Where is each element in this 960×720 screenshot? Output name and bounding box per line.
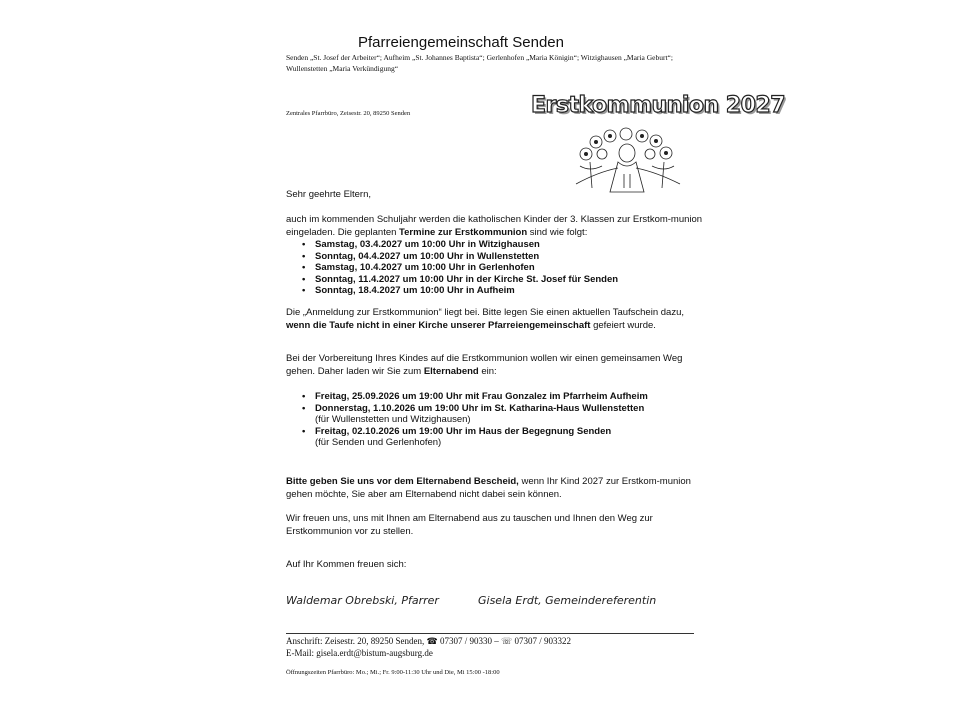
- date-item: • Samstag, 10.4.2027 um 10:00 Uhr in Gerlenhofen: [302, 262, 618, 274]
- communion-dates-list: [302, 239, 618, 297]
- notice-text-rest: wenn Ihr Kind 2027 zur Erstkom-munion gehen möchte, Sie aber am Elternabend nicht dabei sein können.: [286, 476, 691, 500]
- footer-divider: [286, 633, 694, 634]
- preparation-text-a: Bei der Vorbereitung Ihres Kindes auf die Erstkommunion wollen wir einen gemeinsamen Weg gehen. Daher laden wir Sie zum: [286, 353, 683, 377]
- footer-email: E-Mail: gisela.erdt@bistum-augsburg.de: [286, 648, 433, 658]
- organization-title: Pfarreiengemeinschaft Senden: [358, 34, 564, 51]
- greeting-line: Auf Ihr Kommen freuen sich:: [286, 559, 407, 570]
- intro-text-bold: Termine zur Erstkommunion: [399, 227, 528, 238]
- parent-evenings-list: [302, 391, 648, 449]
- registration-text-b: gefeiert wurde.: [590, 320, 656, 331]
- notice-paragraph: [286, 475, 706, 501]
- evening-item: [302, 403, 648, 426]
- salutation: Sehr geehrte Eltern,: [286, 189, 372, 200]
- closing-paragraph: Wir freuen uns, uns mit Ihnen am Elternabend aus zu tauschen und Ihnen den Weg zur Erstkommunion vor zu stellen.: [286, 513, 653, 537]
- signature-pastor: Waldemar Obrebski, Pfarrer: [286, 594, 439, 607]
- registration-paragraph: [286, 306, 706, 332]
- event-banner: Erstkommunion 2027: [531, 93, 786, 118]
- intro-paragraph: [286, 213, 706, 239]
- evening-text: Freitag, 02.10.2026 um 19:00 Uhr im Haus der Begegnung Senden: [315, 425, 612, 437]
- evening-item: [302, 391, 648, 403]
- evening-text: Freitag, 25.09.2026 um 19:00 Uhr mit Frau Gonzalez im Pfarrheim Aufheim: [315, 391, 648, 402]
- date-item: • Sonntag, 18.4.2027 um 10:00 Uhr in Aufheim: [302, 285, 618, 297]
- date-item: • Samstag, 03.4.2027 um 10:00 Uhr in Witzighausen: [302, 239, 618, 251]
- date-item: • Sonntag, 11.4.2027 um 10:00 Uhr in der Kirche St. Josef für Senden: [302, 274, 618, 286]
- registration-text-a: Die „Anmeldung zur Erstkommunion“ liegt bei. Bitte legen Sie einen aktuellen Taufschein dazu,: [286, 307, 684, 318]
- evening-item: [302, 426, 648, 449]
- intro-text-b: sind wie folgt:: [527, 227, 588, 238]
- registration-text-bold: wenn die Taufe nicht in einer Kirche unserer Pfarreiengemeinschaft: [286, 320, 591, 331]
- date-item: • Sonntag, 04.4.2027 um 10:00 Uhr in Wullenstetten: [302, 251, 618, 263]
- footer-office-hours: Öffnungszeiten Pfarrbüro: Mo.; Mi.; Fr. 9:00-11:30 Uhr und Die, Mi 15:00 -18:00: [286, 669, 500, 676]
- evening-note: (für Wullenstetten und Witzighausen): [315, 414, 471, 425]
- preparation-paragraph: [286, 352, 706, 378]
- notice-text-bold: Bitte geben Sie uns vor dem Elternabend Bescheid,: [286, 476, 519, 487]
- parishes-line: Senden „St. Josef der Arbeiter“; Aufheim „St. Johannes Baptista“; Gerlenhofen „Maria Königin“; Witzighausen „Maria Geburt“; Wullenstetten „Maria Verkündigung“: [286, 53, 673, 73]
- preparation-text-b: ein:: [478, 366, 497, 377]
- preparation-text-bold: Elternabend: [423, 366, 479, 377]
- evening-note: (für Senden und Gerlenhofen): [315, 437, 442, 448]
- footer-address: Anschrift: Zeisestr. 20, 89250 Senden, ☎ 07307 / 90330 – ☏ 07307 / 903322: [286, 636, 571, 646]
- signature-referent: Gisela Erdt, Gemeindereferentin: [478, 594, 657, 607]
- evening-text: Donnerstag, 1.10.2026 um 19:00 Uhr im St. Katharina-Haus Wullenstetten: [315, 402, 645, 414]
- office-address: Zentrales Pfarrbüro, Zeisestr. 20, 89250 Senden: [286, 110, 411, 117]
- intro-text-a: auch im kommenden Schuljahr werden die katholischen Kinder der 3. Klassen zur Erstkom-munion eingeladen. Die geplanten: [286, 214, 703, 238]
